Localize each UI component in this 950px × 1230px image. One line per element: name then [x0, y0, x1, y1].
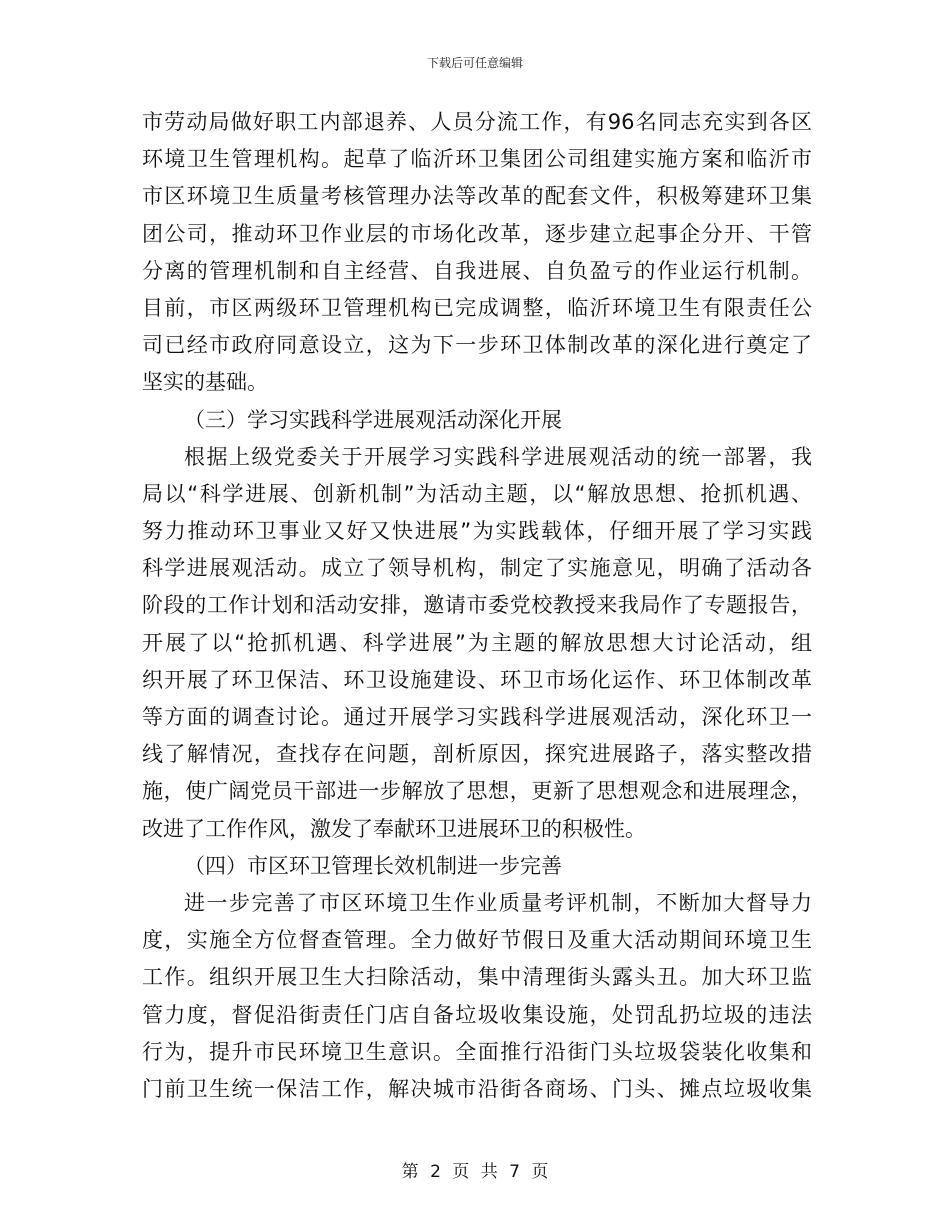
- section-heading: （四）市区环卫管理长效机制进一步完善: [184, 853, 562, 878]
- paragraph-line: 施，使广阔党员干部进一步解放了思想，更新了思想观念和进展理念，: [142, 779, 812, 804]
- paragraph-line: 分离的管理机制和自主经营、自我进展、自负盈亏的作业运行机制。: [142, 258, 812, 283]
- paragraph-line: 等方面的调查讨论。通过开展学习实践科学进展观活动，深化环卫一: [142, 705, 812, 729]
- paragraph-line: 管力度，督促沿街责任门店自备垃圾收集设施，处罚乱扔垃圾的违法: [142, 1002, 812, 1027]
- paragraph-line: 科学进展观活动。成立了领导机构，制定了实施意见，明确了活动各: [142, 556, 812, 581]
- paragraph-line: 改进了工作作风，激发了奉献环卫进展环卫的积极性。: [142, 816, 646, 841]
- paragraph-line: 坚实的基础。: [142, 370, 268, 395]
- paragraph-line: 门前卫生统一保洁工作，解决城市沿街各商场、门头、摊点垃圾收集: [142, 1076, 812, 1101]
- paragraph-line: 开展了以“抢抓机遇、科学进展”为主题的解放思想大讨论活动，组: [142, 630, 812, 655]
- paragraph-line: 进一步完善了市区环境卫生作业质量考评机制，不断加大督导力: [184, 890, 812, 915]
- paragraph-line: 团公司，推动环卫作业层的市场化改革，逐步建立起事企分开、干管: [142, 221, 812, 246]
- page-header: 下载后可任意编辑: [426, 56, 523, 70]
- page-number-footer: 第 2 页 共 7 页: [401, 1162, 549, 1182]
- paragraph-line: 环境卫生管理机构。起草了临沂环卫集团公司组建实施方案和临沂市: [142, 147, 812, 172]
- paragraph-line: 根据上级党委关于开展学习实践科学进展观活动的统一部署，我: [184, 444, 812, 469]
- paragraph-line: 阶段的工作计划和活动安排，邀请市委党校教授来我局作了专题报告，: [142, 593, 812, 618]
- section-heading: （三）学习实践科学进展观活动深化开展: [184, 407, 562, 432]
- paragraph-line: 局以“科学进展、创新机制”为活动主题，以“解放思想、抢抓机遇、: [142, 481, 812, 506]
- paragraph-line: 市区环境卫生质量考核管理办法等改革的配套文件，积极筹建环卫集: [142, 184, 812, 209]
- paragraph-line: 司已经市政府同意设立，这为下一步环卫体制改革的深化进行奠定了: [142, 333, 812, 358]
- paragraph-line: 目前，市区两级环卫管理机构已完成调整，临沂环境卫生有限责任公: [142, 295, 812, 320]
- paragraph-line: 织开展了环卫保洁、环卫设施建设、环卫市场化运作、环卫体制改革: [142, 667, 812, 692]
- paragraph-line: 度，实施全方位督查管理。全力做好节假日及重大活动期间环境卫生: [142, 928, 812, 953]
- paragraph-line: 线了解情况，查找存在问题，剖析原因，探究进展路子，落实整改措: [142, 742, 812, 767]
- paragraph-line: 行为，提升市民环境卫生意识。全面推行沿街门头垃圾袋装化收集和: [142, 1039, 812, 1064]
- paragraph-line: 工作。组织开展卫生大扫除活动，集中清理街头露头丑。加大环卫监: [142, 965, 812, 990]
- paragraph-line: 努力推动环卫事业又好又快进展”为实践载体，仔细开展了学习实践: [142, 519, 812, 544]
- paragraph-line: 市劳动局做好职工内部退养、人员分流工作，有96名同志充实到各区: [142, 110, 812, 134]
- document-body: [142, 104, 812, 1108]
